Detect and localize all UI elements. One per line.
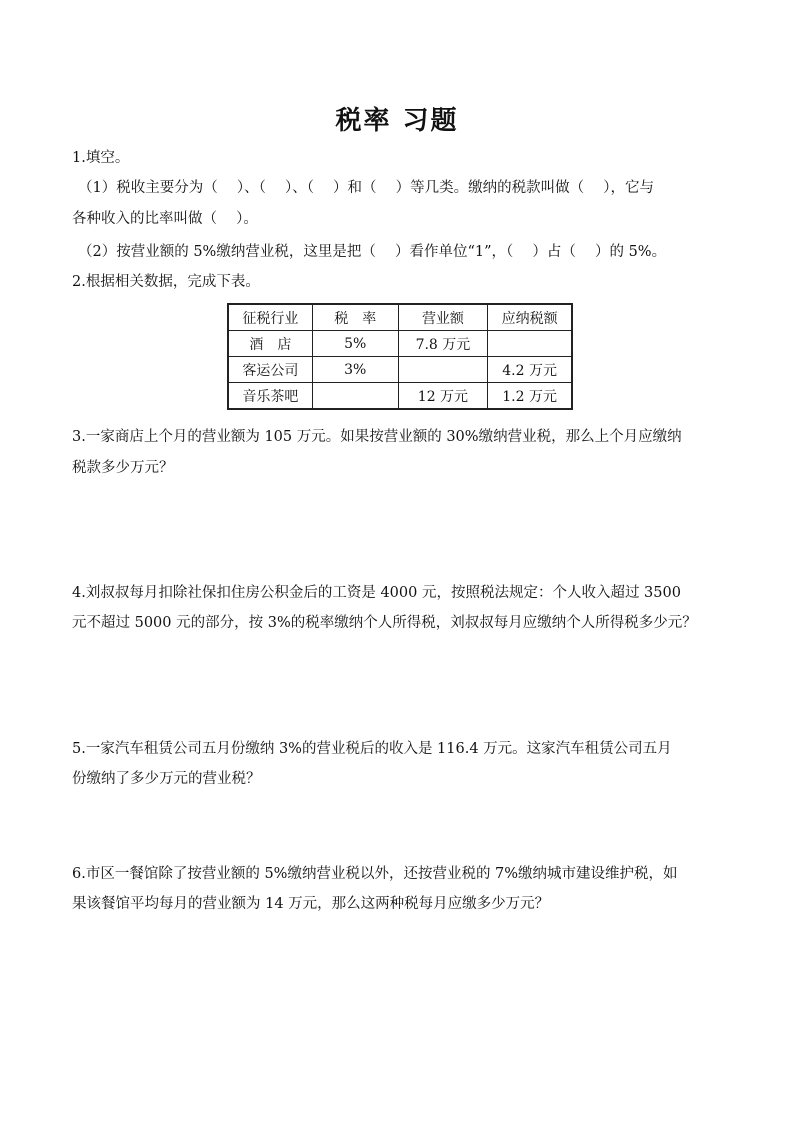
table-header-cell: 应纳税额 — [488, 304, 572, 331]
q6-line2: 果该餐馆平均每月的营业额为 14 万元，那么这两种税每月应缴多少万元？ — [72, 896, 550, 912]
table-header-cell: 税 率 — [312, 304, 398, 331]
q4-line1: 4.刘叔叔每月扣除社保扣住房公积金后的工资是 4000 元，按照税法规定：个人收入超过 3500 — [72, 585, 681, 601]
table-cell: 5% — [312, 331, 398, 357]
table-header-cell: 营业额 — [398, 304, 488, 331]
q1-part2: （2）按营业额的 5%缴纳营业税，这里是把（ ）看作单位“1”，（ ）占（ ）的 5%。 — [78, 244, 667, 260]
table-cell: 音乐茶吧 — [228, 383, 312, 410]
q3-line1: 3.一家商店上个月的营业额为 105 万元。如果按营业额的 30%缴纳营业税，那么上个月应缴纳 — [72, 429, 682, 445]
table-cell-blank — [312, 383, 398, 410]
table-cell: 客运公司 — [228, 357, 312, 383]
table-cell: 4.2 万元 — [488, 357, 572, 383]
table-header-row — [228, 304, 572, 331]
q1-part1-line1: （1）税收主要分为（ ）、（ ）、（ ）和（ ）等几类。缴纳的税款叫做（ ），它与 — [78, 180, 655, 196]
q1-heading: 1.填空。 — [72, 150, 130, 166]
table-cell-blank — [398, 357, 488, 383]
table-cell-blank — [488, 331, 572, 357]
tax-table — [227, 303, 573, 410]
table-row — [228, 331, 572, 357]
q5-line1: 5.一家汽车租赁公司五月份缴纳 3%的营业税后的收入是 116.4 万元。这家汽车租赁公司五月 — [72, 741, 672, 757]
table-cell: 酒 店 — [228, 331, 312, 357]
q4-line2: 元不超过 5000 元的部分，按 3%的税率缴纳个人所得税，刘叔叔每月应缴纳个人所得税多少元？ — [72, 615, 697, 631]
table-cell: 12 万元 — [398, 383, 488, 410]
q1-part1-line2: 各种收入的比率叫做（ ）。 — [72, 211, 258, 227]
table-header-cell: 征税行业 — [228, 304, 312, 331]
page-title: 税率 习题 — [335, 106, 459, 136]
table-row — [228, 383, 572, 410]
table-row — [228, 357, 572, 383]
table-cell: 3% — [312, 357, 398, 383]
table-cell: 1.2 万元 — [488, 383, 572, 410]
q2-heading: 2.根据相关数据，完成下表。 — [72, 274, 260, 290]
table-cell: 7.8 万元 — [398, 331, 488, 357]
q5-line2: 份缴纳了多少万元的营业税？ — [72, 771, 261, 787]
q6-line1: 6.市区一餐馆除了按营业额的 5%缴纳营业税以外，还按营业税的 7%缴纳城市建设维护税，如 — [72, 866, 678, 882]
q3-line2: 税款多少万元？ — [72, 460, 174, 476]
